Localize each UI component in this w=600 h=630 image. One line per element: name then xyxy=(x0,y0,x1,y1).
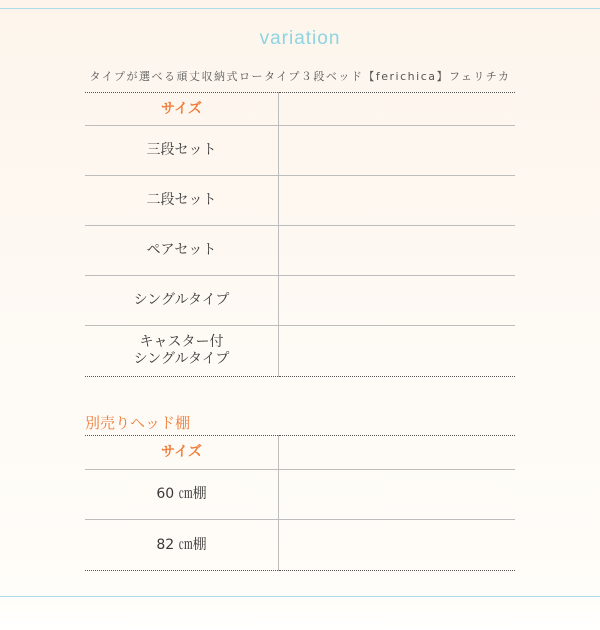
table-row xyxy=(85,226,515,276)
variation-value-cell xyxy=(279,226,516,276)
table-row xyxy=(85,176,515,226)
shelf-value-cell xyxy=(279,470,516,520)
variation-table xyxy=(85,92,515,377)
top-divider xyxy=(0,8,600,9)
bottom-divider xyxy=(0,596,600,597)
shelf-value-cell xyxy=(279,520,516,571)
table-row xyxy=(85,326,515,377)
table-row xyxy=(85,126,515,176)
header-value-cell xyxy=(279,93,516,126)
variation-value-cell xyxy=(279,326,516,377)
table-row xyxy=(85,520,515,571)
variation-label-double: 二段セット xyxy=(85,176,279,226)
shelf-size-header-label: サイズ xyxy=(85,436,279,470)
variation-value-cell xyxy=(279,176,516,226)
table-header-row xyxy=(85,93,515,126)
header-value-cell xyxy=(279,436,516,470)
shelf-label-82: 82 ㎝棚 xyxy=(85,520,279,571)
variation-label-single: シングルタイプ xyxy=(85,276,279,326)
table-row xyxy=(85,470,515,520)
caster-label-line2: シングルタイプ xyxy=(133,351,230,367)
head-shelf-table xyxy=(85,435,515,571)
variation-label-pair: ペアセット xyxy=(85,226,279,276)
table-row xyxy=(85,276,515,326)
caster-label-line1: キャスター付 xyxy=(139,334,224,350)
size-header-label: サイズ xyxy=(85,93,279,126)
variation-value-cell xyxy=(279,126,516,176)
head-shelf-title: 別売りヘッド棚 xyxy=(85,414,191,432)
section-title: variation xyxy=(259,28,341,49)
variation-label-triple: 三段セット xyxy=(85,126,279,176)
product-subtitle: タイプが選べる頑丈収納式ロータイプ３段ベッド【ferichica】フェリチカ xyxy=(89,70,511,83)
table-header-row xyxy=(85,436,515,470)
variation-value-cell xyxy=(279,276,516,326)
variation-label-caster-single xyxy=(85,326,279,377)
shelf-label-60: 60 ㎝棚 xyxy=(85,470,279,520)
